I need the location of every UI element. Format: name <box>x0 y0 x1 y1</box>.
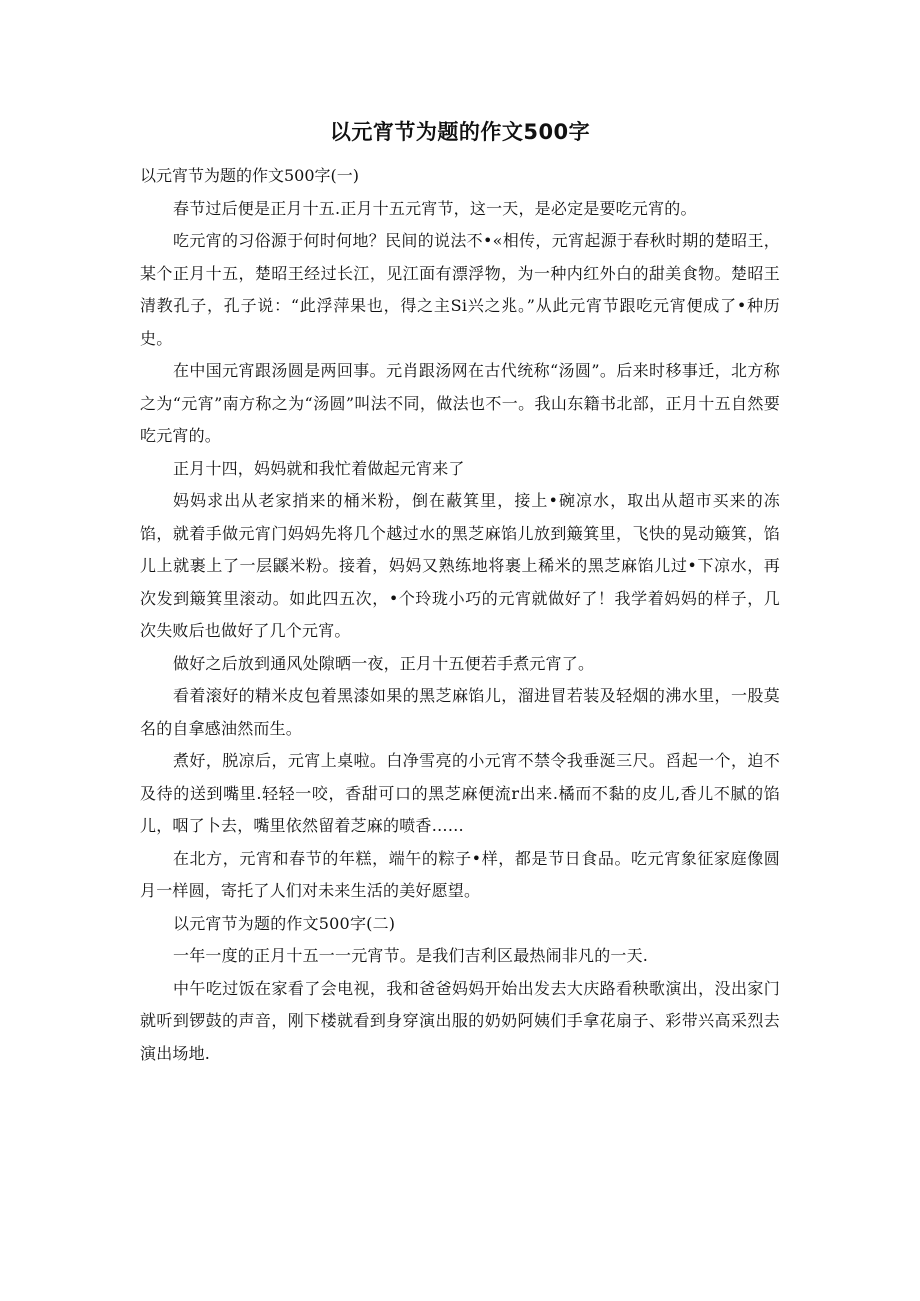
paragraph-6: 做好之后放到通风处隙晒一夜，正月十五便若手煮元宵了。 <box>173 653 595 673</box>
paragraph-7: 看着滚好的精米皮包着黑漆如果的黑芝麻馅儿，溜进冒若装及轻烟的沸水里，一股莫名的自拿感油然而生。 <box>140 686 780 738</box>
paragraph-4: 正月十四，妈妈就和我忙着做起元宵来了 <box>173 458 465 478</box>
document-title: 以元宵节为题的作文500字 <box>329 120 591 144</box>
paragraph-3: 在中国元宵跟汤圆是两回事。元肖跟汤网在古代统称“汤圆”。后来时移事迁，北方称之为“元宵”南方称之为“汤圆”叫法不同，做法也不一。我山东籍书北部，正月十五自然要吃元宵的。 <box>140 361 780 445</box>
paragraph-11: 中午吃过饭在家看了会电视，我和爸爸妈妈开始出发去大庆路看秧歌演出，没出家门就听到锣鼓的声音，刚下楼就看到身穿演出服的奶奶阿姨们手拿花扇子、彩带兴高采烈去演出场地. <box>140 978 780 1063</box>
section-1-heading: 以元宵节为题的作文500字(一) <box>140 166 360 185</box>
document-body <box>140 160 780 1070</box>
paragraph-5: 妈妈求出从老家捎来的桶米粉，倒在蔽箕里，接上•碗凉水，取出从超市买来的冻馅，就着手做元宵门妈妈先将几个越过水的黑芝麻馅儿放到簸箕里，飞快的晃动簸箕，馅儿上就裹上了一层鼷米粉。接着，妈妈又熟练地将裹上稀米的黑芝麻馅儿过•下凉水，再次发到簸箕里滚动。如此四五次，•个玲珑小巧的元宵就做好了！我学着妈妈的样子，几次失败后也做好了几个元宵。 <box>140 491 780 640</box>
paragraph-9: 在北方，元宵和春节的年糕，端午的粽子•样，都是节日食品。吃元宵象征家庭像圆月一样圆，寄托了人们对未来生活的美好愿望。 <box>140 848 780 900</box>
paragraph-8: 煮好，脱凉后，元宵上桌啦。白净雪亮的小元宵不禁令我垂涎三尺。舀起一个，迫不及待的送到嘴里.轻轻一咬，香甜可口的黑芝麻便流r出来.橘而不黏的皮儿,香儿不腻的馅儿，咽了卜去，嘴里依然留着芝麻的喷香…… <box>140 751 780 835</box>
paragraph-10: 一年一度的正月十五一一元宵节。是我们吉利区最热闹非凡的一天. <box>173 946 649 965</box>
section-2-heading: 以元宵节为题的作文500字(二) <box>173 913 396 933</box>
paragraph-1: 春节过后便是正月十五.正月十五元宵节，这一天，是必定是要吃元宵的。 <box>173 198 697 218</box>
paragraph-2: 吃元宵的习俗源于何时何地？民间的说法不•«相传，元宵起源于春秋时期的楚昭王，某个正月十五，楚昭王经过长江，见江面有漂浮物，为一种内红外白的甜美食物。楚昭王清教孔子，孔子说：“此浮萍果也，得之主Si兴之兆。”从此元宵节跟吃元宵便成了•种历史。 <box>140 231 780 348</box>
